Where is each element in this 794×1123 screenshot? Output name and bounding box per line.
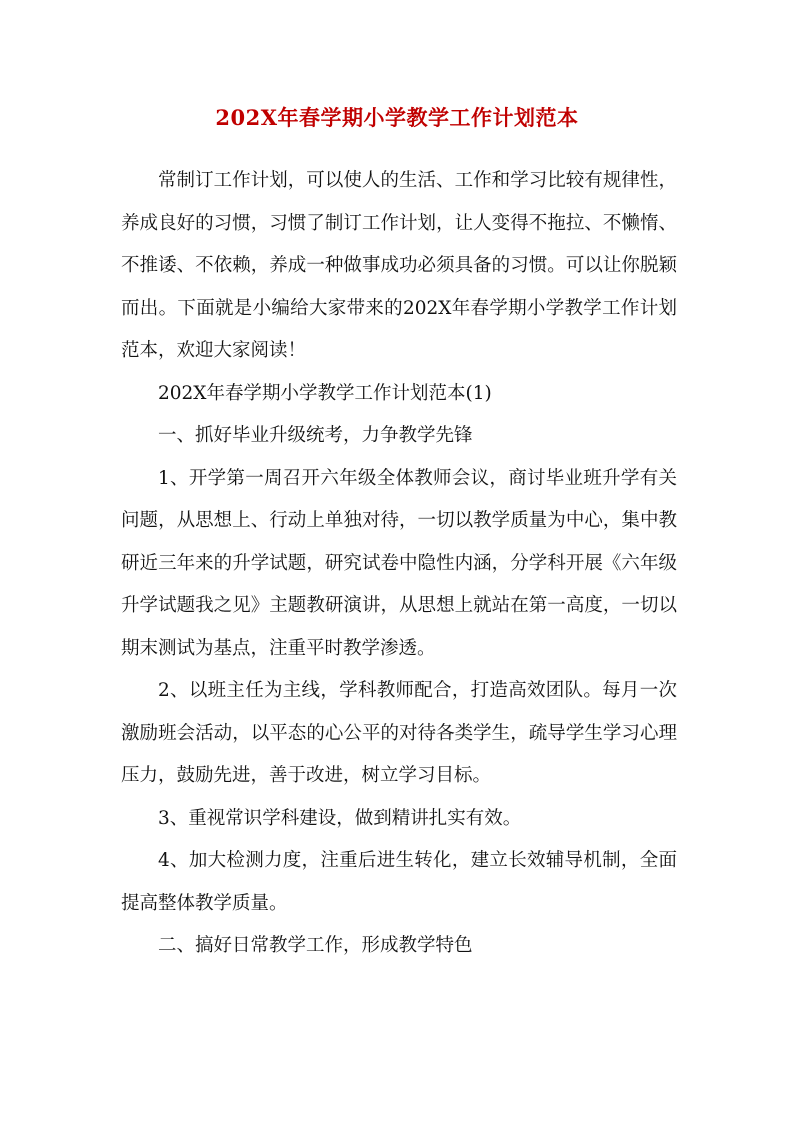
heading-part-1: 一、抓好毕业升级统考，力争教学先锋 <box>158 425 473 446</box>
document-body <box>121 160 677 968</box>
paragraph-item-2: 2、以班主任为主线，学科教师配合，打造高效团队。每月一次激励班会活动，以平态的心公平的对待各类学生，疏导学生学习心理压力，鼓励先进，善于改进，树立学习目标。 <box>121 680 677 786</box>
paragraph-item-3: 3、重视常识学科建设，做到精讲扎实有效。 <box>158 807 522 829</box>
document-title: 202X年春学期小学教学工作计划范本 <box>215 105 579 130</box>
heading-part-2: 二、搞好日常教学工作，形成教学特色 <box>158 935 473 956</box>
paragraph-item-4: 4、加大检测力度，注重后进生转化，建立长效辅导机制，全面提高整体教学质量。 <box>121 850 677 914</box>
section-heading-plan-1: 202X年春学期小学教学工作计划范本(1) <box>158 382 492 404</box>
paragraph-intro: 常制订工作计划，可以使人的生活、工作和学习比较有规律性，养成良好的习惯，习惯了制订工作计划，让人变得不拖拉、不懒惰、不推诿、不依赖，养成一种做事成功必须具备的习惯。可以让你脱颖而出。下面就是小编给大家带来的202X年春学期小学教学工作计划范本，欢迎大家阅读！ <box>121 170 677 361</box>
paragraph-item-1: 1、开学第一周召开六年级全体教师会议，商讨毕业班升学有关问题，从思想上、行动上单独对待，一切以教学质量为中心，集中教研近三年来的升学试题，研究试卷中隐性内涵，分学科开展《六年级升学试题我之见》主题教研演讲，从思想上就站在第一高度，一切以期末测试为基点，注重平时教学渗透。 <box>121 467 677 659</box>
